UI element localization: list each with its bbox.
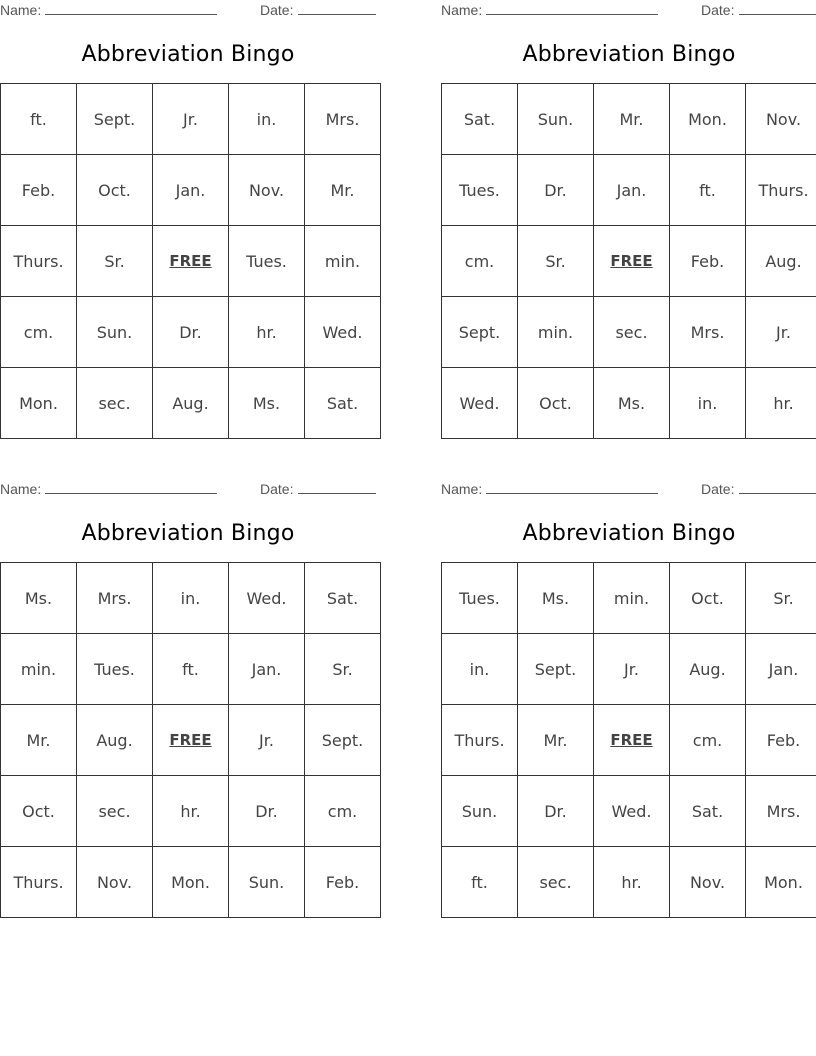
grid-row <box>1 847 381 918</box>
bingo-cell: ft. <box>670 155 746 226</box>
bingo-cell: hr. <box>746 368 816 439</box>
bingo-cell: Aug. <box>670 634 746 705</box>
bingo-cell: Sr. <box>746 563 816 634</box>
bingo-cell: Ms. <box>594 368 670 439</box>
bingo-cell: hr. <box>594 847 670 918</box>
name-line <box>486 493 658 494</box>
grid-row <box>1 705 381 776</box>
grid-row <box>1 155 381 226</box>
date-label: Date: <box>260 2 294 18</box>
free-space: FREE <box>153 705 229 776</box>
grid-row <box>1 563 381 634</box>
bingo-cell: Mon. <box>1 368 77 439</box>
bingo-cell: sec. <box>77 368 153 439</box>
bingo-cell: Wed. <box>229 563 305 634</box>
bingo-cell: ft. <box>442 847 518 918</box>
bingo-cell: Thurs. <box>442 705 518 776</box>
name-label: Name: <box>0 2 42 18</box>
grid-row <box>442 368 816 439</box>
bingo-cell: Mr. <box>594 84 670 155</box>
bingo-grid <box>441 83 816 439</box>
bingo-cell: Oct. <box>1 776 77 847</box>
bingo-cell: Mrs. <box>670 297 746 368</box>
date-line <box>739 493 816 494</box>
bingo-cell: Sat. <box>670 776 746 847</box>
bingo-cell: Sr. <box>77 226 153 297</box>
bingo-card-3 <box>0 479 376 892</box>
bingo-cell: Tues. <box>77 634 153 705</box>
bingo-cell: min. <box>305 226 381 297</box>
bingo-cell: Mr. <box>1 705 77 776</box>
bingo-cell: ft. <box>1 84 77 155</box>
bingo-cell: Sat. <box>305 368 381 439</box>
bingo-cell: Tues. <box>442 563 518 634</box>
name-label: Name: <box>441 2 483 18</box>
bingo-cell: Nov. <box>229 155 305 226</box>
bingo-cell: cm. <box>305 776 381 847</box>
bingo-cell: Oct. <box>670 563 746 634</box>
card-header <box>0 0 376 22</box>
bingo-cell: Mr. <box>305 155 381 226</box>
bingo-cell: Wed. <box>594 776 670 847</box>
grid-row <box>442 847 816 918</box>
bingo-cell: Aug. <box>77 705 153 776</box>
bingo-cell: Tues. <box>229 226 305 297</box>
bingo-cell: Thurs. <box>746 155 816 226</box>
bingo-cell: min. <box>518 297 594 368</box>
bingo-cell: sec. <box>518 847 594 918</box>
bingo-cell: Sun. <box>77 297 153 368</box>
bingo-cell: Dr. <box>518 776 594 847</box>
bingo-cell: Oct. <box>518 368 594 439</box>
bingo-cell: hr. <box>153 776 229 847</box>
name-line <box>45 493 217 494</box>
grid-row <box>1 226 381 297</box>
grid-row <box>442 226 816 297</box>
bingo-cell: in. <box>442 634 518 705</box>
bingo-cell: Sr. <box>518 226 594 297</box>
bingo-cell: min. <box>594 563 670 634</box>
date-line <box>298 14 376 15</box>
date-line <box>298 493 376 494</box>
bingo-cell: Sat. <box>305 563 381 634</box>
bingo-cell: Wed. <box>305 297 381 368</box>
bingo-cell: Sun. <box>229 847 305 918</box>
grid-row <box>442 705 816 776</box>
grid-row <box>1 84 381 155</box>
bingo-cell: min. <box>1 634 77 705</box>
bingo-grid <box>0 83 381 439</box>
free-space: FREE <box>594 705 670 776</box>
card-header <box>441 479 816 501</box>
date-label: Date: <box>260 481 294 497</box>
grid-row <box>442 84 816 155</box>
bingo-cell: hr. <box>229 297 305 368</box>
grid-row <box>1 776 381 847</box>
date-line <box>739 14 816 15</box>
bingo-grid <box>0 562 381 918</box>
bingo-cell: Mon. <box>670 84 746 155</box>
bingo-cell: Mon. <box>153 847 229 918</box>
bingo-cell: Thurs. <box>1 226 77 297</box>
bingo-cell: sec. <box>77 776 153 847</box>
bingo-cell: Jan. <box>746 634 816 705</box>
bingo-cell: Dr. <box>153 297 229 368</box>
name-line <box>486 14 658 15</box>
bingo-cell: Aug. <box>153 368 229 439</box>
name-label: Name: <box>441 481 483 497</box>
bingo-cell: Oct. <box>77 155 153 226</box>
grid-row <box>442 155 816 226</box>
bingo-card-4 <box>441 479 816 892</box>
grid-row <box>442 776 816 847</box>
bingo-cell: Jan. <box>229 634 305 705</box>
bingo-cell: Sept. <box>442 297 518 368</box>
bingo-cell: Jr. <box>746 297 816 368</box>
bingo-cell: Tues. <box>442 155 518 226</box>
bingo-cell: cm. <box>1 297 77 368</box>
free-space: FREE <box>594 226 670 297</box>
bingo-cell: Feb. <box>1 155 77 226</box>
bingo-grid <box>441 562 816 918</box>
bingo-cell: Mrs. <box>305 84 381 155</box>
bingo-cell: Sept. <box>77 84 153 155</box>
grid-row <box>1 368 381 439</box>
bingo-cell: Jr. <box>153 84 229 155</box>
card-title: Abbreviation Bingo <box>522 521 736 546</box>
bingo-cell: Jr. <box>594 634 670 705</box>
bingo-cell: Jan. <box>153 155 229 226</box>
free-space: FREE <box>153 226 229 297</box>
bingo-cell: in. <box>153 563 229 634</box>
bingo-cell: Sat. <box>442 84 518 155</box>
bingo-cell: Nov. <box>77 847 153 918</box>
grid-row <box>442 563 816 634</box>
bingo-cell: Jan. <box>594 155 670 226</box>
grid-row <box>1 297 381 368</box>
card-title: Abbreviation Bingo <box>522 42 736 67</box>
bingo-cell: Dr. <box>518 155 594 226</box>
bingo-cell: Feb. <box>746 705 816 776</box>
bingo-cell: Feb. <box>305 847 381 918</box>
bingo-cell: Sr. <box>305 634 381 705</box>
bingo-cell: Aug. <box>746 226 816 297</box>
bingo-cell: Ms. <box>518 563 594 634</box>
bingo-cell: Jr. <box>229 705 305 776</box>
bingo-cell: Sun. <box>442 776 518 847</box>
bingo-cell: Ms. <box>229 368 305 439</box>
bingo-card-2 <box>441 0 816 413</box>
date-label: Date: <box>701 2 735 18</box>
grid-row <box>1 634 381 705</box>
name-line <box>45 14 217 15</box>
bingo-cell: Sept. <box>305 705 381 776</box>
bingo-cell: Mrs. <box>746 776 816 847</box>
bingo-cell: Sept. <box>518 634 594 705</box>
bingo-cell: in. <box>229 84 305 155</box>
grid-row <box>442 634 816 705</box>
bingo-cell: Mon. <box>746 847 816 918</box>
name-label: Name: <box>0 481 42 497</box>
bingo-cell: Wed. <box>442 368 518 439</box>
bingo-cell: ft. <box>153 634 229 705</box>
card-header <box>441 0 816 22</box>
bingo-cell: cm. <box>670 705 746 776</box>
date-label: Date: <box>701 481 735 497</box>
bingo-cell: Mrs. <box>77 563 153 634</box>
bingo-cell: cm. <box>442 226 518 297</box>
bingo-cell: Ms. <box>1 563 77 634</box>
bingo-cell: Nov. <box>746 84 816 155</box>
bingo-cell: Sun. <box>518 84 594 155</box>
bingo-cell: Nov. <box>670 847 746 918</box>
grid-row <box>442 297 816 368</box>
bingo-cell: Dr. <box>229 776 305 847</box>
bingo-cell: Feb. <box>670 226 746 297</box>
card-header <box>0 479 376 501</box>
card-title: Abbreviation Bingo <box>81 42 295 67</box>
card-title: Abbreviation Bingo <box>81 521 295 546</box>
bingo-cell: Thurs. <box>1 847 77 918</box>
bingo-card-1 <box>0 0 376 413</box>
bingo-cell: in. <box>670 368 746 439</box>
bingo-cell: sec. <box>594 297 670 368</box>
bingo-cell: Mr. <box>518 705 594 776</box>
